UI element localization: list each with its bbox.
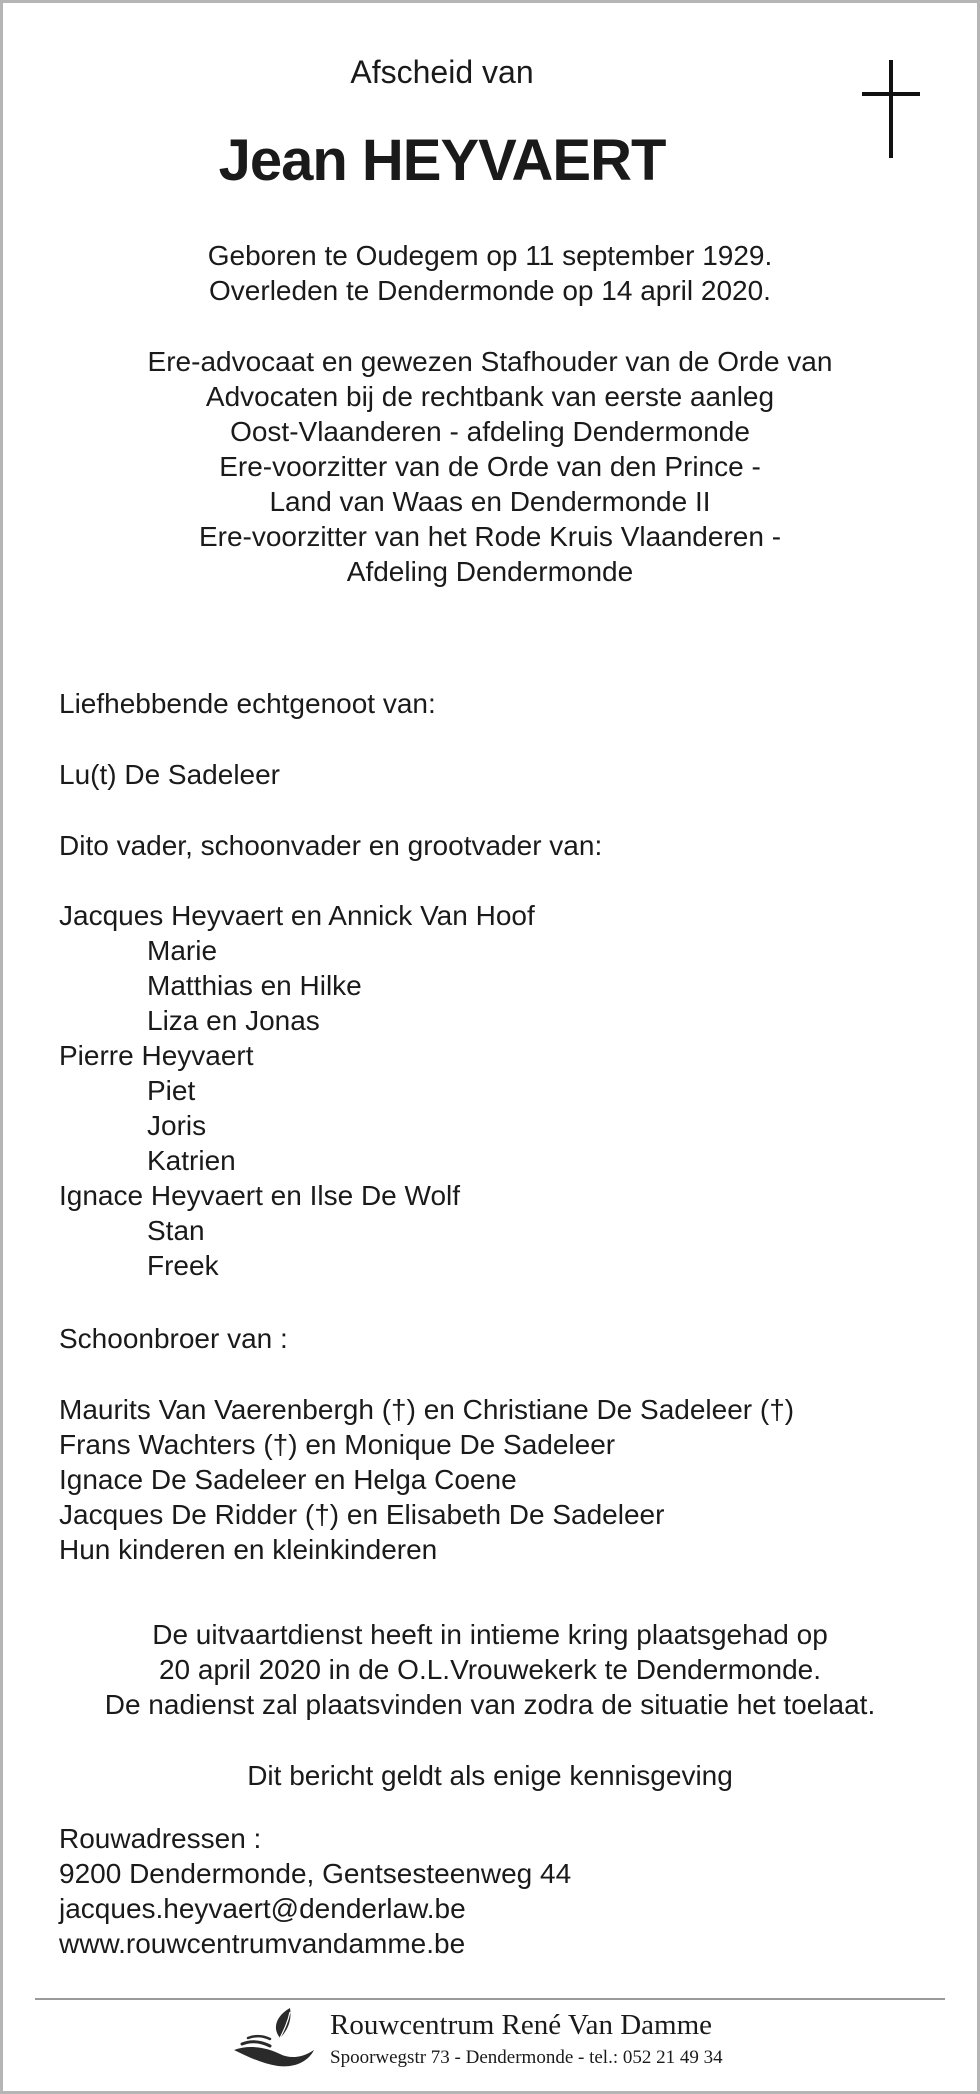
address-line: 9200 Dendermonde, Gentsesteenweg 44	[59, 1858, 572, 1889]
title-line: Advocaten bij de rechtbank van eerste aanleg	[205, 381, 775, 412]
family-child: Freek	[147, 1250, 219, 1281]
family-child: Matthias en Hilke	[147, 970, 362, 1001]
spouse-intro: Liefhebbende echtgenoot van:	[59, 688, 436, 719]
header-subtitle: Afscheid van	[350, 54, 534, 90]
notice-line: Dit bericht geldt als enige kennisgeving	[247, 1760, 733, 1791]
inlaw-line: Hun kinderen en kleinkinderen	[59, 1534, 438, 1565]
footer-company-name: Rouwcentrum René Van Damme	[330, 2009, 713, 2041]
cross-icon	[862, 60, 920, 158]
title-line: Oost-Vlaanderen - afdeling Dendermonde	[230, 416, 750, 447]
title-line: Land van Waas en Dendermonde II	[269, 486, 711, 517]
family-child: Katrien	[147, 1145, 236, 1176]
title-line: Afdeling Dendermonde	[346, 556, 634, 587]
family-child: Marie	[147, 935, 218, 966]
title-line: Ere-voorzitter van het Rode Kruis Vlaanderen -	[198, 521, 782, 552]
addresses-intro: Rouwadressen :	[59, 1823, 262, 1854]
family-parent: Pierre Heyvaert	[59, 1040, 254, 1071]
dates-block	[40, 238, 940, 308]
family-parent: Jacques Heyvaert en Annick Van Hoof	[59, 900, 535, 931]
service-block	[40, 1617, 940, 1722]
service-line: 20 april 2020 in de O.L.Vrouwekerk te Dendermonde.	[158, 1654, 822, 1685]
inlaw-line: Jacques De Ridder (†) en Elisabeth De Sadeleer	[59, 1499, 665, 1530]
inlaw-line: Ignace De Sadeleer en Helga Coene	[59, 1464, 517, 1495]
death-line: Overleden te Dendermonde op 14 april 2020.	[209, 275, 771, 306]
inlaw-line: Frans Wachters (†) en Monique De Sadeleer	[59, 1429, 616, 1460]
inlaw-line: Maurits Van Vaerenbergh (†) en Christiane De Sadeleer (†)	[59, 1394, 795, 1425]
addresses-block	[59, 1821, 939, 1961]
footer-divider	[35, 1998, 945, 2000]
family-child: Liza en Jonas	[147, 1005, 320, 1036]
title-line: Ere-voorzitter van de Orde van den Prince -	[219, 451, 761, 482]
spouse-name: Lu(t) De Sadeleer	[59, 759, 281, 790]
email-link[interactable]: jacques.heyvaert@denderlaw.be	[59, 1893, 466, 1924]
hand-leaf-logo-icon	[228, 2004, 326, 2074]
service-line: De nadienst zal plaatsvinden van zodra de situatie het toelaat.	[104, 1689, 876, 1720]
family-child: Piet	[147, 1075, 196, 1106]
family-parent: Ignace Heyvaert en Ilse De Wolf	[59, 1180, 461, 1211]
inlaws-list	[59, 1392, 939, 1567]
service-line: De uitvaartdienst heeft in intieme kring plaatsgehad op	[152, 1619, 828, 1650]
title-line: Ere-advocaat en gewezen Stafhouder van de Orde van	[147, 346, 833, 377]
birth-line: Geboren te Oudegem op 11 september 1929.	[207, 240, 773, 271]
family-intro: Dito vader, schoonvader en grootvader van:	[59, 830, 603, 861]
deceased-name: Jean HEYVAERT	[218, 128, 666, 193]
family-child: Joris	[147, 1110, 207, 1141]
footer-address: Spoorwegstr 73 - Dendermonde - tel.: 052 21 49 34	[330, 2047, 723, 2068]
inlaws-intro: Schoonbroer van :	[59, 1323, 288, 1354]
family-list	[59, 898, 939, 1283]
website-link[interactable]: www.rouwcentrumvandamme.be	[59, 1928, 466, 1959]
titles-block	[40, 344, 940, 589]
family-child: Stan	[147, 1215, 205, 1246]
